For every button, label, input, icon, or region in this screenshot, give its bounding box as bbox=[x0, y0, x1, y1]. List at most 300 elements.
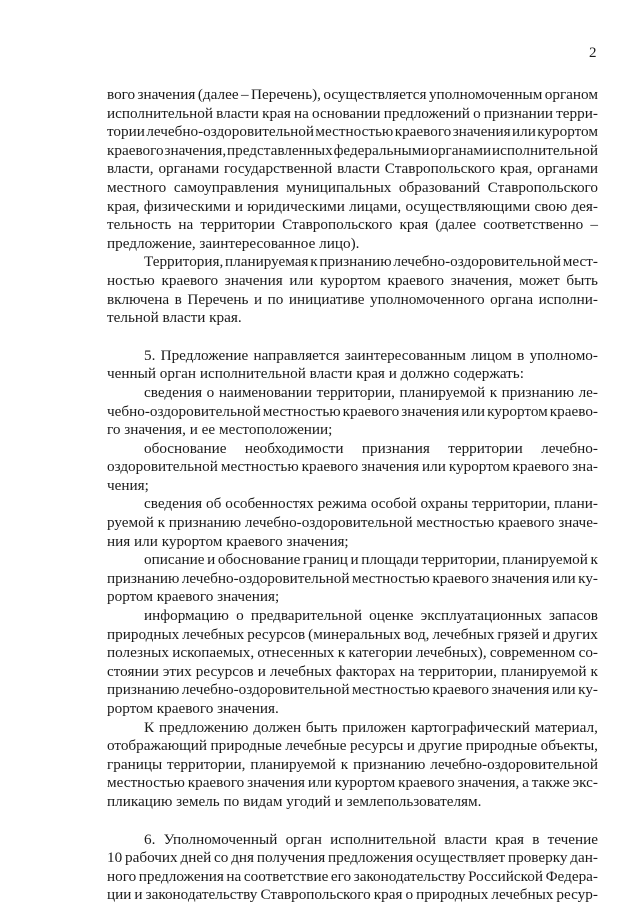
word: ископаемых, bbox=[172, 644, 255, 662]
word: лечебных bbox=[182, 625, 245, 643]
word: руемой bbox=[107, 514, 154, 532]
word: физическими bbox=[143, 197, 231, 215]
word: края bbox=[495, 830, 524, 848]
word: предложения bbox=[138, 867, 224, 885]
word: лечебных bbox=[432, 625, 495, 643]
word: терри- bbox=[556, 104, 598, 122]
word: значе- bbox=[558, 514, 598, 532]
word: органом bbox=[544, 86, 598, 103]
word: признанию bbox=[501, 383, 574, 401]
word: края bbox=[399, 216, 429, 234]
word: местного bbox=[107, 178, 167, 196]
word: местоположении; bbox=[218, 421, 333, 439]
word: уполномоченного bbox=[369, 290, 485, 308]
word: значения bbox=[137, 86, 196, 103]
word: заинтересованным bbox=[344, 346, 466, 364]
text-line bbox=[107, 551, 598, 570]
word: в bbox=[174, 290, 182, 308]
word: на bbox=[226, 867, 242, 885]
word: осуществляется bbox=[323, 86, 427, 103]
word: оценке bbox=[369, 607, 414, 625]
word: в bbox=[517, 346, 525, 364]
word: курортом bbox=[487, 402, 548, 420]
paragraph bbox=[107, 719, 598, 812]
word: – bbox=[590, 216, 598, 234]
word: информацию bbox=[144, 607, 229, 625]
word: орган bbox=[159, 365, 197, 383]
word: режима bbox=[317, 495, 367, 513]
text-line bbox=[107, 198, 598, 217]
word: к bbox=[310, 253, 318, 271]
text-line bbox=[107, 793, 598, 812]
word: инициативе bbox=[288, 290, 365, 308]
word: о bbox=[473, 104, 481, 122]
word: Ставропольского bbox=[282, 216, 393, 234]
text-line bbox=[107, 253, 598, 272]
word: краевого bbox=[187, 774, 245, 792]
word: и bbox=[350, 551, 359, 569]
word: рабочих bbox=[125, 849, 178, 867]
word: края. bbox=[209, 309, 242, 327]
word: значения bbox=[401, 402, 460, 420]
word: курортом bbox=[537, 123, 598, 141]
word: должно bbox=[400, 365, 450, 383]
word: и bbox=[257, 662, 266, 680]
word: краевого bbox=[432, 681, 489, 699]
word: значения. bbox=[217, 700, 279, 717]
word: проверку bbox=[507, 849, 568, 867]
word: законодательству bbox=[145, 886, 258, 904]
word: свою bbox=[534, 197, 568, 215]
paragraph bbox=[107, 86, 598, 253]
word: ченный bbox=[107, 365, 156, 383]
paragraph-gap bbox=[107, 812, 598, 831]
text-line bbox=[107, 365, 598, 384]
word: осуществляет bbox=[415, 849, 506, 867]
word: исполнительной bbox=[330, 830, 437, 848]
word: ку- bbox=[578, 681, 598, 699]
word: также bbox=[531, 774, 570, 792]
word: признанию bbox=[319, 253, 392, 271]
word: а bbox=[522, 774, 529, 792]
word: на bbox=[399, 662, 415, 680]
text-line bbox=[107, 458, 598, 477]
word: его bbox=[330, 867, 352, 885]
word: лечебно-оздоровительной bbox=[244, 514, 413, 532]
text-line bbox=[107, 626, 598, 645]
word: и bbox=[189, 421, 198, 439]
paragraph bbox=[107, 607, 598, 719]
word: направляется bbox=[253, 346, 340, 364]
word: предложения bbox=[328, 849, 414, 867]
text-line bbox=[107, 774, 598, 793]
word: к bbox=[489, 383, 498, 401]
word: обоснование bbox=[144, 439, 227, 457]
word: значения bbox=[452, 123, 511, 141]
word: картографический bbox=[410, 718, 530, 736]
word: – bbox=[241, 86, 249, 103]
word: федеральными bbox=[333, 141, 430, 159]
word: категории bbox=[348, 644, 413, 662]
word: органа bbox=[490, 290, 534, 308]
word: образований bbox=[398, 178, 481, 196]
word: или bbox=[512, 123, 536, 141]
word: дея- bbox=[571, 197, 598, 215]
word: предложению bbox=[158, 718, 249, 736]
text-line bbox=[107, 700, 598, 719]
word: исполнительной bbox=[107, 104, 213, 122]
text-line bbox=[107, 123, 598, 142]
word: территории, bbox=[421, 551, 500, 569]
text-line bbox=[107, 272, 598, 291]
word: по bbox=[267, 290, 284, 308]
word: признанию bbox=[107, 681, 180, 699]
word: местностью bbox=[352, 681, 430, 699]
word: (далее bbox=[435, 216, 477, 234]
word: лицо). bbox=[319, 234, 360, 252]
word: значения, bbox=[164, 141, 227, 159]
word: Предложение bbox=[160, 346, 249, 364]
text-line bbox=[107, 160, 598, 179]
word: орган bbox=[285, 830, 322, 848]
text-line bbox=[107, 737, 598, 756]
text-line bbox=[107, 886, 598, 905]
word: рортом bbox=[107, 700, 153, 717]
word: ного bbox=[107, 867, 137, 885]
text-line bbox=[107, 533, 598, 552]
word: к bbox=[590, 662, 598, 680]
word: органами bbox=[537, 160, 598, 178]
word: краевого bbox=[226, 532, 283, 550]
word: экс- bbox=[572, 774, 598, 792]
document-body bbox=[107, 86, 598, 905]
word: курортом bbox=[320, 271, 381, 289]
word: отображающий bbox=[107, 737, 208, 755]
word: местностью bbox=[262, 402, 341, 420]
word: материал, bbox=[534, 718, 598, 736]
word: лечебных), bbox=[415, 644, 487, 662]
word: краевого bbox=[161, 271, 219, 289]
word: признании bbox=[483, 104, 553, 122]
word: лечебно- bbox=[541, 439, 598, 457]
word: о bbox=[206, 383, 215, 401]
word: течение bbox=[547, 830, 598, 848]
word: ции bbox=[107, 886, 132, 904]
text-line bbox=[107, 514, 598, 533]
text-line bbox=[107, 440, 598, 459]
word: наименовании bbox=[218, 383, 312, 401]
word: планируемой bbox=[500, 662, 587, 680]
word: власти, bbox=[107, 160, 154, 178]
word: сведения bbox=[144, 495, 203, 513]
word: Перечень bbox=[187, 290, 249, 308]
word: приложен bbox=[342, 718, 407, 736]
paragraph bbox=[107, 347, 598, 384]
word: краевого bbox=[497, 514, 555, 532]
word: к bbox=[590, 551, 598, 569]
word: планируемой bbox=[502, 551, 588, 569]
word: органами bbox=[430, 141, 492, 159]
word: значения; bbox=[217, 588, 280, 606]
word: К bbox=[144, 718, 155, 736]
word: тории bbox=[107, 123, 145, 141]
word: представленных bbox=[227, 141, 333, 159]
word: краевого bbox=[107, 141, 164, 159]
word: краевого bbox=[432, 569, 489, 587]
word: признанию bbox=[168, 514, 242, 532]
word: краевого bbox=[156, 700, 214, 717]
word: площади bbox=[361, 551, 419, 569]
word: необходимости bbox=[244, 439, 344, 457]
word: 6. bbox=[144, 830, 156, 848]
word: законодательству bbox=[353, 867, 466, 885]
word: Российской bbox=[468, 867, 543, 885]
word: дня bbox=[231, 849, 255, 867]
word: пликацию bbox=[107, 792, 173, 810]
word: края, bbox=[107, 197, 140, 215]
word: 10 bbox=[107, 849, 123, 867]
word: в bbox=[532, 830, 540, 848]
word: территории bbox=[200, 216, 275, 234]
word: о bbox=[405, 886, 414, 904]
word: ресурсов bbox=[195, 662, 254, 680]
text-line bbox=[107, 477, 598, 496]
word: края bbox=[373, 886, 403, 904]
text-line bbox=[107, 347, 598, 366]
text-line bbox=[107, 309, 598, 328]
word: соответствие bbox=[243, 867, 329, 885]
word: видам bbox=[243, 792, 283, 810]
text-line bbox=[107, 384, 598, 403]
word: юридическими bbox=[247, 197, 345, 215]
word: охраны bbox=[420, 495, 468, 513]
word: границы bbox=[107, 755, 163, 773]
text-line bbox=[107, 235, 598, 254]
word: плани- bbox=[554, 495, 598, 513]
word: мест- bbox=[562, 253, 598, 271]
paragraph bbox=[107, 440, 598, 496]
word: природных bbox=[416, 886, 489, 904]
word: местностью bbox=[416, 514, 495, 532]
word: Перечень), bbox=[251, 86, 321, 103]
word: го bbox=[107, 421, 121, 439]
word: муниципальных bbox=[286, 178, 392, 196]
word: основании bbox=[312, 104, 381, 122]
word: границ bbox=[302, 551, 348, 569]
word: к bbox=[340, 755, 349, 773]
word: значения, bbox=[450, 271, 513, 289]
text-line bbox=[107, 849, 598, 868]
word: признания bbox=[361, 439, 430, 457]
word: 5. bbox=[144, 346, 156, 364]
word: или bbox=[551, 681, 576, 699]
text-line bbox=[107, 421, 598, 440]
word: лечебных bbox=[269, 662, 332, 680]
word: или bbox=[134, 532, 158, 550]
word: по bbox=[223, 792, 240, 810]
word: ку- bbox=[578, 569, 598, 587]
word: ностью bbox=[107, 271, 155, 289]
word: края bbox=[262, 104, 291, 122]
word: территории, bbox=[418, 662, 497, 680]
word: ее bbox=[201, 421, 216, 439]
word: краево- bbox=[549, 402, 598, 420]
word: тельной bbox=[107, 309, 159, 327]
word: вого bbox=[107, 86, 136, 103]
word: власти bbox=[309, 365, 353, 383]
word: Уполномоченный bbox=[163, 830, 278, 848]
word: дней bbox=[180, 849, 212, 867]
word: местностью bbox=[315, 123, 394, 141]
word: значения bbox=[247, 774, 306, 792]
word: содержать: bbox=[453, 365, 524, 383]
word: власти bbox=[444, 830, 488, 848]
word: Федера- bbox=[545, 867, 598, 885]
word: самоуправления bbox=[173, 178, 279, 196]
word: на bbox=[178, 216, 194, 234]
word: лицом bbox=[471, 346, 512, 364]
word: предварительной bbox=[250, 607, 362, 625]
word: власти bbox=[162, 309, 206, 327]
word: запасов bbox=[549, 607, 598, 625]
word: получения bbox=[256, 849, 326, 867]
word: сведения bbox=[144, 383, 203, 401]
text-line bbox=[107, 644, 598, 663]
paragraph bbox=[107, 384, 598, 440]
word: быть bbox=[566, 271, 598, 289]
word: грязей bbox=[497, 625, 540, 643]
word: объекты, bbox=[540, 737, 598, 755]
word: органами bbox=[158, 160, 220, 178]
word: и bbox=[253, 290, 263, 308]
text-line bbox=[107, 681, 598, 700]
word: землепользователям. bbox=[346, 792, 482, 810]
word: краевого bbox=[512, 458, 570, 476]
word: угодий bbox=[286, 792, 331, 810]
word: эксплуатационных bbox=[420, 607, 542, 625]
word: особой bbox=[370, 495, 417, 513]
word: (минеральных bbox=[308, 625, 401, 643]
word: власти bbox=[216, 104, 259, 122]
word: лечебные bbox=[285, 737, 347, 755]
word: факторах bbox=[335, 662, 396, 680]
word: лечебно-оздоровительной bbox=[146, 123, 314, 141]
word: других bbox=[553, 625, 598, 643]
word: ресурсов bbox=[247, 625, 306, 643]
word: отнесенных bbox=[257, 644, 335, 662]
word: власти bbox=[337, 160, 380, 178]
word: включена bbox=[107, 290, 170, 308]
text-line bbox=[107, 403, 598, 422]
word: территории bbox=[448, 439, 523, 457]
word: ресурсы bbox=[349, 737, 404, 755]
text-line bbox=[107, 663, 598, 682]
paragraph-gap bbox=[107, 328, 598, 347]
word: значения, bbox=[124, 421, 186, 439]
text-line bbox=[107, 216, 598, 235]
word: другие bbox=[418, 737, 463, 755]
word: лицами, bbox=[349, 197, 402, 215]
word: краевого bbox=[301, 458, 359, 476]
word: или bbox=[307, 774, 332, 792]
word: края bbox=[356, 365, 385, 383]
word: (далее bbox=[197, 86, 239, 103]
text-line bbox=[107, 607, 598, 626]
word: местностью bbox=[107, 774, 185, 792]
text-line bbox=[107, 570, 598, 589]
text-line bbox=[107, 142, 598, 161]
word: оздоровительной bbox=[107, 458, 218, 476]
word: края, bbox=[499, 160, 533, 178]
text-line bbox=[107, 831, 598, 850]
word: чения; bbox=[107, 476, 149, 494]
word: тельность bbox=[107, 216, 172, 234]
text-line bbox=[107, 588, 598, 607]
page-number: 2 bbox=[589, 45, 597, 61]
word: и bbox=[234, 197, 243, 215]
word: лечебно-оздоровительной bbox=[181, 681, 350, 699]
word: к bbox=[157, 514, 166, 532]
word: и bbox=[542, 625, 551, 643]
word: краевого bbox=[156, 588, 214, 606]
word: об bbox=[205, 495, 222, 513]
text-line bbox=[107, 719, 598, 738]
word: должен bbox=[253, 718, 302, 736]
word: местностью bbox=[220, 458, 299, 476]
word: ле- bbox=[578, 383, 598, 401]
word: природных bbox=[107, 625, 180, 643]
word: предложений bbox=[383, 104, 470, 122]
word: вод, bbox=[403, 625, 430, 643]
word: краевого bbox=[387, 271, 444, 289]
word: значения bbox=[224, 271, 283, 289]
word: этих bbox=[162, 662, 192, 680]
word: может bbox=[519, 271, 560, 289]
word: Территория, bbox=[144, 253, 224, 271]
word: зна- bbox=[572, 458, 598, 476]
word: природные bbox=[210, 737, 282, 755]
word: или bbox=[422, 458, 446, 476]
word: чебно-оздоровительной bbox=[107, 402, 261, 420]
word: исполнительной bbox=[492, 141, 598, 159]
word: и bbox=[207, 551, 216, 569]
word: значения; bbox=[286, 532, 349, 550]
word: быть bbox=[305, 718, 338, 736]
word: значения, bbox=[457, 774, 520, 792]
word: осуществляющими bbox=[405, 197, 531, 215]
word: значения bbox=[491, 681, 550, 699]
word: территории, bbox=[316, 383, 395, 401]
word: о bbox=[236, 607, 244, 625]
word: рортом bbox=[107, 588, 153, 606]
word: краевого bbox=[398, 774, 455, 792]
word: признанию bbox=[353, 755, 426, 773]
word: современном bbox=[489, 644, 576, 662]
word: к bbox=[337, 644, 346, 662]
word: и bbox=[334, 792, 343, 810]
word: местностью bbox=[352, 569, 430, 587]
word: значения bbox=[491, 569, 550, 587]
word: исполнительной bbox=[199, 365, 306, 383]
word: со bbox=[214, 849, 229, 867]
paragraph bbox=[107, 831, 598, 905]
word: предложение, bbox=[107, 234, 196, 252]
word: планируемой bbox=[399, 383, 486, 401]
word: и bbox=[406, 737, 415, 755]
word: лечебно-оздоровительной bbox=[430, 755, 598, 773]
word: или bbox=[551, 569, 576, 587]
text-line bbox=[107, 868, 598, 887]
